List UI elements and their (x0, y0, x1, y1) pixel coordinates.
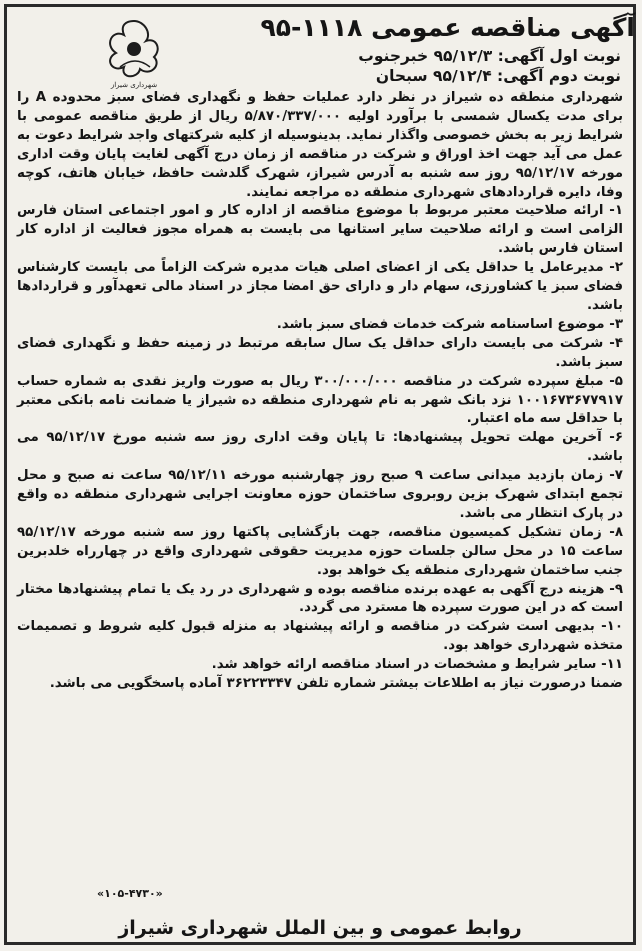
publisher-signature: روابط عمومی و بین الملل شهرداری شیراز (118, 917, 522, 939)
condition-item: ۲- مدیرعامل یا حداقل یکی از اعضای اصلی هیات مدیره شرکت الزاماً می بایست کارشناس فضای سبز یا کشاورزی، سهام دار و دارای حق امضا مجاز در اسناد مالی تعهدآور و قراردادها باشد. (17, 260, 623, 313)
condition-item: ۹- هزینه درج آگهی به عهده برنده مناقصه بوده و شهرداری در رد یک یا تمام پیشنهادها مختار است که در این صورت سپرده ها مسترد می گردد. (17, 581, 623, 616)
condition-item: ۱۱- سایر شرایط و مشخصات در اسناد مناقصه ارائه خواهد شد. (211, 657, 623, 673)
condition-item: ۸- زمان تشکیل کمیسیون مناقصه، جهت بازگشایی پاکتها روز سه شنبه مورخه ۹۵/۱۲/۱۷ ساعت ۱۵ در محل سالن جلسات حوزه مدیریت حقوقی شهرداری واقع در چهارراه خلدبرین جنب ساختمان شهرداری منطقه یک خواهد بود. (17, 524, 624, 578)
notice-body (17, 89, 623, 694)
condition-item: ۴- شرکت می بایست دارای حداقل یک سال سابقه مرتبط در زمینه حفظ و نگهداری فضای سبز باشد. (17, 335, 623, 370)
second-notice-line: نوبت دوم آگهی: ۹۵/۱۲/۴ سبحان (375, 67, 621, 85)
notice-title: آگهی مناقصه عمومی ۱۱۱۸-۹۵ (260, 13, 635, 42)
first-notice-line: نوبت اول آگهی: ۹۵/۱۲/۳ خبرجنوب (358, 47, 621, 65)
notice-frame (4, 4, 636, 945)
intro-paragraph: شهرداری منطقه ده شیراز در نظر دارد عملیات حفظ و نگهداری فضای سبز محدوده A را برای مدت یکسال شمسی با برآورد اولیه ۵/۸۷۰/۳۳۷/۰۰۰ ریال از طریق مناقصه عمومی با شرایط زیر به بخش خصوصی واگذار نماید. بدینوسیله از کلیه شرکتهای واجد شرایط دعوت به عمل می آید جهت اخذ اوراق و شرکت در مناقصه از زمان درج آگهی لغایت پایان وقت اداری مورخه ۹۵/۱۲/۱۷ روز سه شنبه به آدرس شیراز، شهرک گلدشت حافظ، خیابان هاتف، کوچه وفا، دایره قراردادهای شهرداری منطقه ده مراجعه نمایند. (17, 90, 624, 200)
condition-item: ۵- مبلغ سپرده شرکت در مناقصه ۳۰۰/۰۰۰/۰۰۰ ریال به صورت واریز نقدی به شماره حساب ۱۰۰۱۶۷۳۶۷۷۹۱۷ نزد بانک شهر به نام شهرداری منطقه ده شیراز یا ضمانت نامه بانکی معتبر با حداقل سه ماه اعتبار. (17, 373, 623, 427)
logo-text: شهرداری شیراز (110, 81, 158, 89)
reference-code: «۱۰۵-۴۷۳۰» (97, 887, 163, 900)
condition-item: ۱۰- بدیهی است شرکت در مناقصه و ارائه پیشنهاد به منزله قبول کلیه شروط و تصمیمات متخذه شهرداری خواهد بود. (17, 619, 623, 654)
contact-paragraph: ضمنا درصورت نیاز به اطلاعات بیشتر شماره تلفن ۳۶۲۲۳۳۴۷ آماده پاسخگویی می باشد. (49, 676, 623, 692)
condition-item: ۷- زمان بازدید میدانی ساعت ۹ صبح روز چهارشنبه مورخه ۹۵/۱۲/۱۱ ساعت نه صبح و محل تجمع ابتدای شهرک بزین روبروی ساختمان حوزه معاونت اجرایی شهرداری منطقه ده واقع در پارک انتظار می باشد. (17, 468, 623, 521)
condition-item: ۶- آخرین مهلت تحویل پیشنهادها: تا پایان وقت اداری روز سه شنبه مورخ ۹۵/۱۲/۱۷ می باشد. (17, 430, 623, 465)
condition-item: ۱- ارائه صلاحیت معتبر مربوط با موضوع مناقصه از اداره کار و امور اجتماعی استان فارس الزامی است و ارائه صلاحیت سایر استانها می بایست به همراه مجوز فعالیت از اداره کار استان فارس باشد. (17, 203, 623, 257)
condition-item: ۳- موضوع اساسنامه شرکت خدمات فضای سبز باشد. (276, 316, 623, 332)
